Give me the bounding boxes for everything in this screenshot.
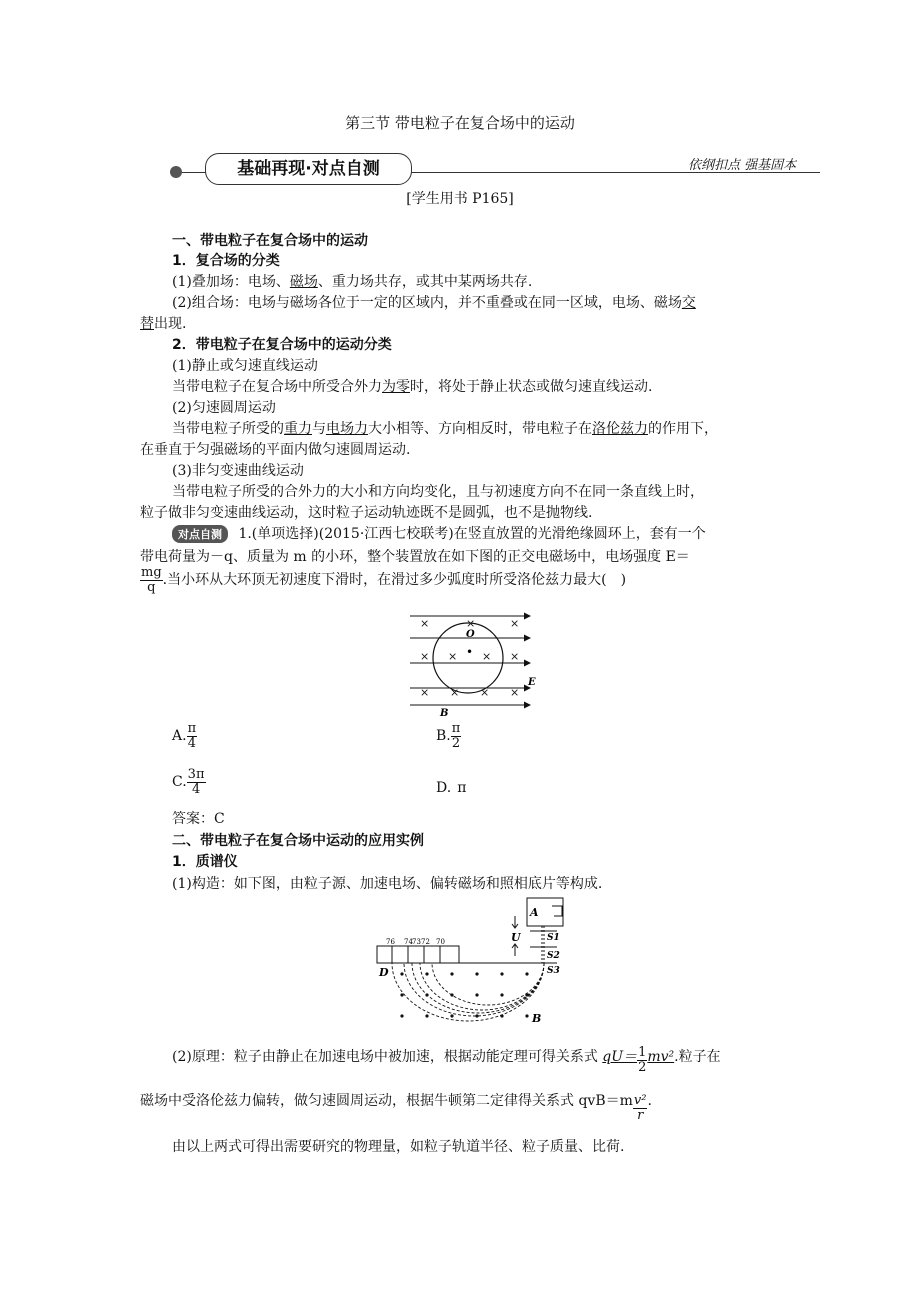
item3-title: (3)非匀变速曲线运动 [172,463,304,479]
photo-plate [377,946,459,963]
item2-text: 当带电粒子所受的重力与电场力大小相等、方向相反时，带电粒子在洛伦兹力的作用下， [172,421,718,437]
mass-spec-structure: (1)构造：如下图，由粒子源、加速电场、偏转磁场和照相底片等构成. [172,876,603,892]
b-field-dots [400,972,528,1017]
section-banner: 基础再现·对点自测 [205,153,412,185]
cross-mark: × [420,686,430,699]
item3-text-cont: 粒子做非匀变速曲线运动，这时粒子运动轨迹既不是圆弧，也不是抛物线. [140,505,593,521]
cross-mark: × [420,617,430,630]
banner-dot-icon [170,166,182,178]
label-B-field: B [532,1012,542,1025]
item3-text: 当带电粒子所受的合外力的大小和方向均变化，且与初速度方向不在同一条直线上时， [172,484,704,500]
principle-line2: 磁场中受洛伦兹力偏转，做匀速圆周运动，根据牛顿第二定律得关系式 qvB＝m $\frac{\text{v²}}{r}$ . [140,1093,652,1123]
exercise-tag: 对点自测 [172,525,228,543]
mass-70: 70 [436,938,445,946]
label-A: A [530,906,539,919]
exercise-line1: 对点自测 1.(单项选择)(2015·江西七校联考)在竖直放置的光滑绝缘圆环上，套有一个 [172,523,706,543]
label-D: D [379,966,389,979]
option-a[interactable]: A. $\frac{\pi}{4}$ [172,721,197,751]
item1-text: 当带电粒子在复合场中所受合外力为零时，将处于静止状态或做匀速直线运动. [172,379,653,395]
ring-field-figure [400,608,550,720]
center-dot: • [466,645,474,659]
cross-mark: × [510,650,520,663]
cross-mark: × [482,650,492,663]
paragraph-overlap-field: (1)叠加场：电场、磁场、重力场共存，或其中某两场共存. [172,274,533,290]
book-reference: [学生用书 P165] [406,191,514,207]
label-S3: S3 [547,966,560,976]
section2-sub1-title: 1．质谱仪 [172,854,238,870]
cross-mark: × [480,686,490,699]
mass-72: 72 [421,938,430,946]
item1-title: (1)静止或匀速直线运动 [172,358,318,374]
option-c[interactable]: C. $\frac{3\pi}{4}$ [172,767,205,797]
exercise-line2: 带电荷量为－q、质量为 m 的小环，整个装置放在如下图的正交电磁场中，电场强度 E＝ [140,549,690,565]
label-U: U [511,931,521,944]
mass-spectrometer-figure [372,896,582,1036]
page-title: 第三节 带电粒子在复合场中的运动 [345,114,575,132]
cross-mark: × [448,650,458,663]
option-b[interactable]: B. $\frac{\pi}{2}$ [436,721,461,751]
cross-mark: × [466,617,476,630]
section1-heading: 一、带电粒子在复合场中的运动 [172,233,368,249]
fraction-mg-q: $\frac{mg}{q}$ [141,565,162,595]
trajectories [392,963,544,1021]
paragraph-combined-field: (2)组合场：电场与磁场各位于一定的区域内，并不重叠或在同一区域，电场、磁场交 [172,295,696,311]
label-E: E [528,677,536,688]
answer: 答案：C [172,811,225,827]
cross-mark: × [510,617,520,630]
paragraph-combined-field-cont: 替出现. [140,316,187,332]
principle-line1: (2)原理：粒子由静止在加速电场中被加速，根据动能定理可得关系式 qU＝ $\frac{1}{2}$ mv².粒子在 [172,1045,721,1075]
section2-heading: 二、带电粒子在复合场中运动的应用实例 [172,833,424,849]
mass-73: 73 [412,938,421,946]
label-O: O [466,629,475,640]
mass-74: 74 [404,938,413,946]
label-B: B [440,708,449,719]
sub1-title: 1．复合场的分类 [172,253,280,269]
principle-conclusion: 由以上两式可得出需要研究的物理量，如粒子轨道半径、粒子质量、比荷. [172,1139,625,1155]
cross-mark: × [450,686,460,699]
banner-motto: 依纲扣点 强基固本 [688,158,797,173]
item2-title: (2)匀速圆周运动 [172,400,276,416]
item2-text-cont: 在垂直于匀强磁场的平面内做匀速圆周运动. [140,442,411,458]
label-S1: S1 [547,933,560,943]
sub2-title: 2．带电粒子在复合场中的运动分类 [172,337,392,353]
option-d[interactable]: D. π [436,780,467,796]
mass-76: 76 [386,938,395,946]
label-S2: S2 [547,951,560,961]
cross-mark: × [420,650,430,663]
cross-mark: × [510,686,520,699]
exercise-line3: $\frac{mg}{q}$ .当小环从大环顶无初速度下滑时，在滑过多少弧度时所受洛伦兹力最大( ) [141,565,627,595]
